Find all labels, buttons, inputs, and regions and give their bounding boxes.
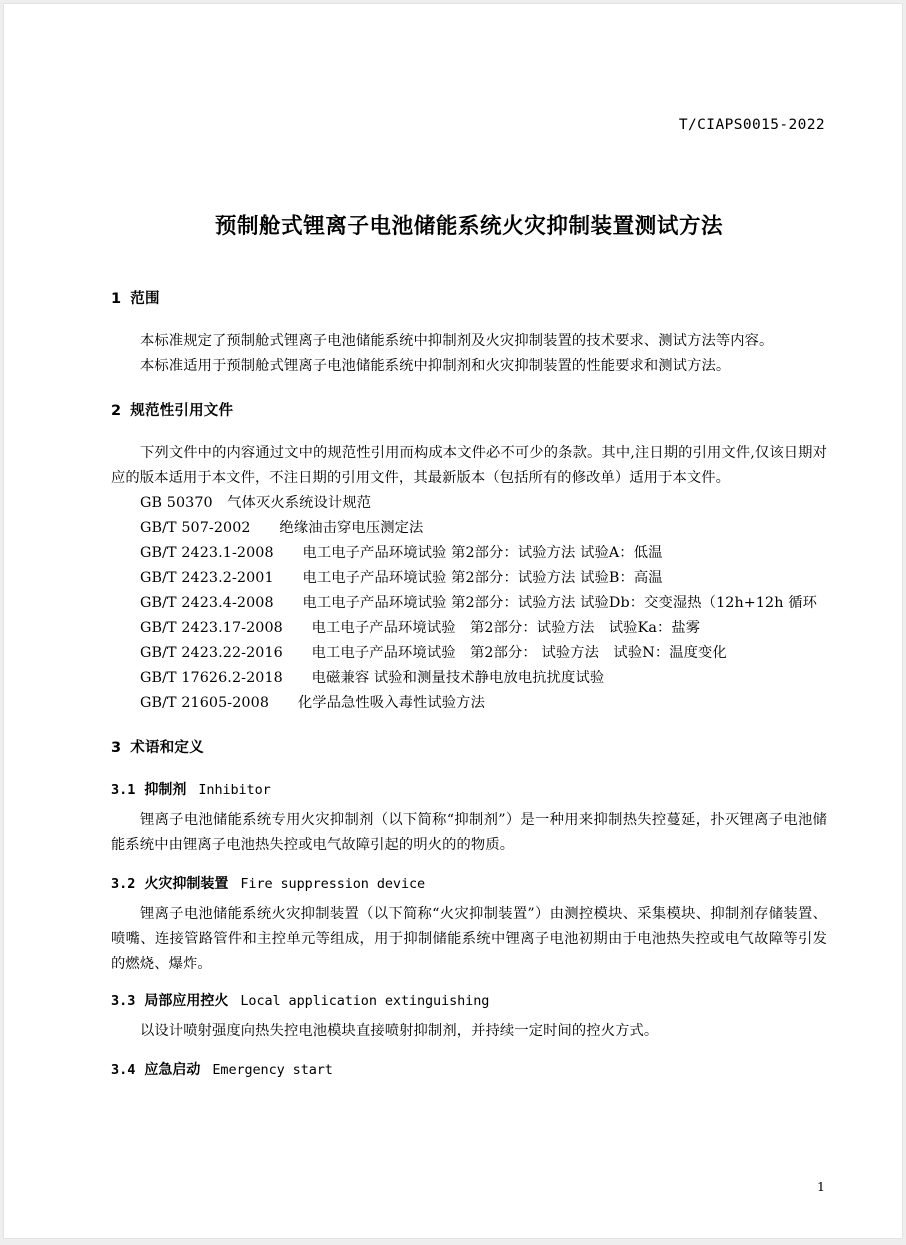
spacer [111,716,827,736]
section-1-paragraph-2: 本标准适用于预制舱式锂离子电池储能系统中抑制剂和火灾抑制装置的性能要求和测试方法。 [140,358,731,374]
section-heading-3 [111,736,827,760]
spacer [111,423,827,441]
subsection-number-3-1: 3.1 [111,782,136,798]
reference-item: GB/T 2423.22-2016 电工电子产品环境试验 第2部分： 试验方法 试验N：温度变化 [140,645,727,661]
document-title: 预制舱式锂离子电池储能系统火灾抑制装置测试方法 [214,214,724,239]
section-number-3: 3 [111,740,122,756]
document-body [111,287,827,1082]
spacer [111,977,827,989]
subsection-title-cn-3-2: 火灾抑制装置 [144,876,229,892]
page-number: 1 [817,1179,825,1194]
subsection-number-3-4: 3.4 [111,1062,136,1078]
reference-item: GB/T 507-2002 绝缘油击穿电压测定法 [140,520,424,536]
spacer [111,1044,827,1058]
spacer [111,379,827,399]
subsection-title-en-3-4: Emergency start [212,1062,333,1078]
reference-item: GB 50370 气体灭火系统设计规范 [140,495,372,511]
standard-code-header: T/CIAPS0015-2022 [678,117,825,133]
subsection-heading-3-3 [111,989,827,1013]
subsection-3-2-body: 锂离子电池储能系统火灾抑制装置（以下简称“火灾抑制装置”）由测控模块、采集模块、抑制剂存储装置、喷嘴、连接管路管件和主控单元等组成，用于抑制储能系统中锂离子电池初期由于电池热失控或电气故障等引发的燃烧、爆炸。 [111,906,827,972]
reference-item: GB/T 2423.4-2008 电工电子产品环境试验 第2部分：试验方法 试验Db：交变湿热（12h+12h 循环 [140,595,817,611]
document-page [3,3,903,1239]
subsection-title-en-3-1: Inhibitor [198,782,271,798]
section-title-3: 术语和定义 [130,740,204,756]
subsection-title-en-3-2: Fire suppression device [240,876,426,892]
subsection-3-1-body: 锂离子电池储能系统专用火灾抑制剂（以下简称“抑制剂”）是一种用来抑制热失控蔓延，扑灭锂离子电池储能系统中由锂离子电池热失控或电气故障引起的明火的的物质。 [111,812,827,853]
subsection-heading-3-2 [111,872,827,896]
reference-item: GB/T 2423.2-2001 电工电子产品环境试验 第2部分：试验方法 试验B：高温 [140,570,663,586]
subsection-title-cn-3-3: 局部应用控火 [144,993,229,1009]
section-number-2: 2 [111,403,122,419]
section-heading-2 [111,399,827,423]
spacer [111,311,827,329]
normative-reference-list [111,491,827,716]
subsection-title-en-3-3: Local application extinguishing [240,993,490,1009]
subsection-heading-3-1 [111,778,827,802]
reference-item: GB/T 2423.17-2008 电工电子产品环境试验 第2部分：试验方法 试验Ka：盐雾 [140,620,701,636]
subsection-number-3-3: 3.3 [111,993,136,1009]
reference-item: GB/T 17626.2-2018 电磁兼容 试验和测量技术静电放电抗扰度试验 [140,670,605,686]
section-title-1: 范围 [130,291,160,307]
subsection-title-cn-3-4: 应急启动 [144,1062,201,1078]
reference-item: GB/T 21605-2008 化学品急性吸入毒性试验方法 [140,695,485,711]
spacer [111,858,827,872]
subsection-title-cn-3-1: 抑制剂 [144,782,187,798]
section-heading-1 [111,287,827,311]
section-number-1: 1 [111,291,122,307]
section-2-paragraph-1: 下列文件中的内容通过文中的规范性引用而构成本文件必不可少的条款。其中,注日期的引用文件,仅该日期对应的版本适用于本文件，不注日期的引用文件，其最新版本（包括所有的修改单）适用于本文件。 [111,445,827,486]
reference-item: GB/T 2423.1-2008 电工电子产品环境试验 第2部分：试验方法 试验A：低温 [140,545,663,561]
subsection-3-3-body: 以设计喷射强度向热失控电池模块直接喷射抑制剂，并持续一定时间的控火方式。 [140,1023,659,1039]
section-1-paragraph-1: 本标准规定了预制舱式锂离子电池储能系统中抑制剂及火灾抑制装置的技术要求、测试方法等内容。 [140,333,774,349]
section-title-2: 规范性引用文件 [130,403,234,419]
spacer [111,760,827,778]
subsection-heading-3-4 [111,1058,827,1082]
subsection-number-3-2: 3.2 [111,876,136,892]
